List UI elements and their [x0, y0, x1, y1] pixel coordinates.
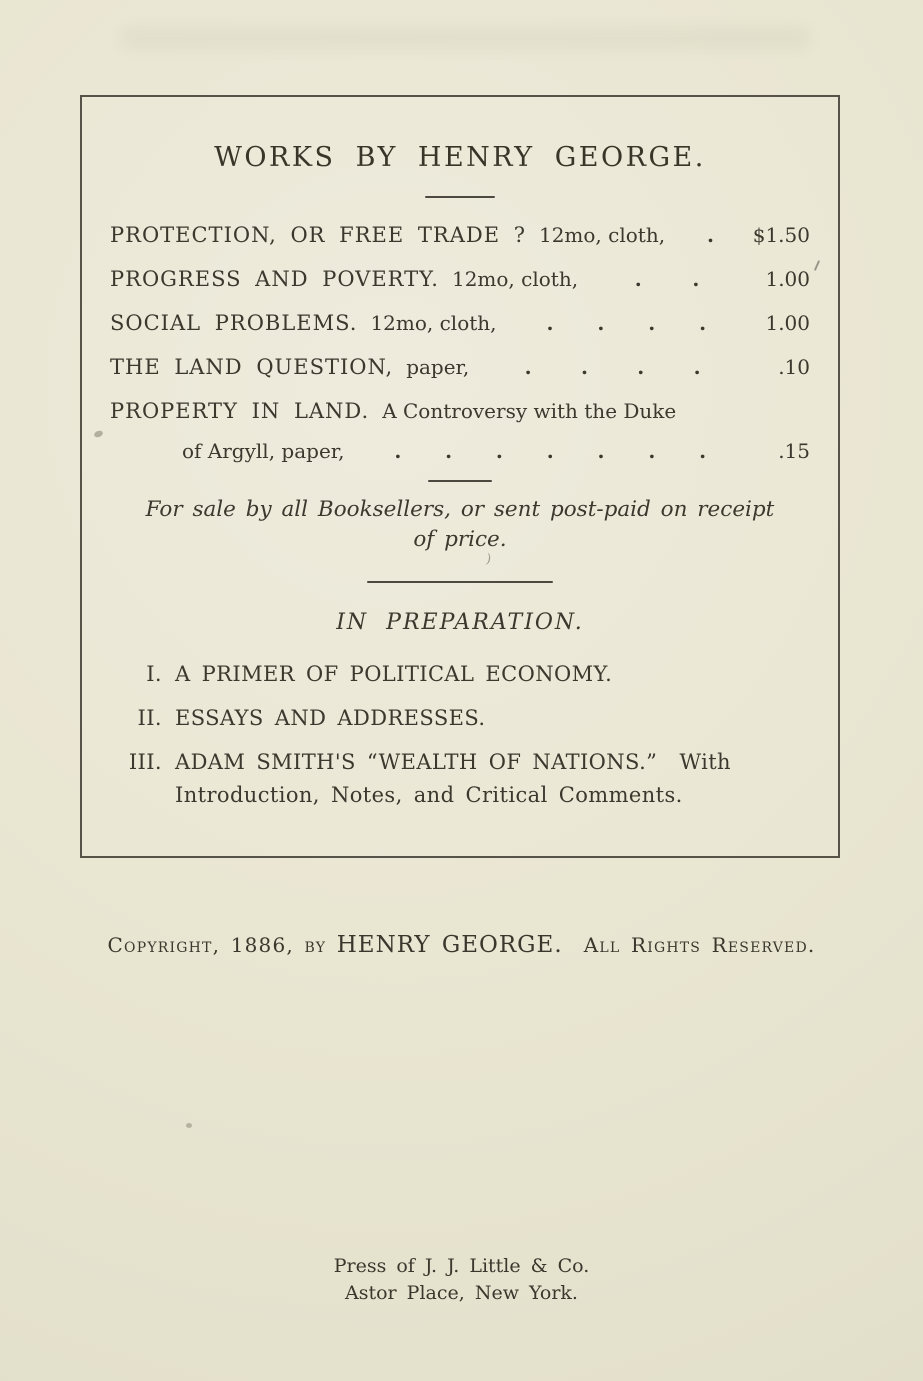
leader-dot: .: [707, 223, 715, 247]
leader-dot: .: [524, 355, 532, 379]
leader-dot: .: [648, 311, 656, 335]
copyright-suffix: All Rights Reserved.: [562, 933, 816, 957]
in-preparation-heading: IN PREPARATION.: [336, 610, 584, 635]
book-price: .15: [778, 439, 810, 463]
leader-dot: .: [699, 439, 707, 463]
printer-imprint: [0, 1253, 923, 1307]
divider-rule: [367, 581, 553, 583]
book-price: $1.50: [752, 223, 810, 247]
item-text: ADAM SMITH'S “WEALTH OF NATIONS.” With Introduction, Notes, and Critical Comments.: [175, 750, 731, 807]
book-detail: paper,: [406, 355, 470, 379]
price-line: [110, 220, 810, 251]
book-detail: 12mo, cloth,: [538, 223, 666, 247]
price-line: [110, 308, 810, 339]
leader-dot: .: [445, 439, 453, 463]
scan-speck: [186, 1123, 192, 1128]
item-numeral: III.: [128, 750, 162, 774]
works-box-title: WORKS BY HENRY GEORGE.: [214, 142, 706, 173]
book-title: PROGRESS AND POVERTY.: [110, 267, 439, 291]
leader-dot: .: [699, 311, 707, 335]
leader-dot: .: [546, 439, 554, 463]
item-text: ESSAYS AND ADDRESSES.: [175, 706, 486, 730]
works-advert-box: [80, 95, 840, 858]
sale-note-line1: For sale by all Booksellers, or sent post-paid on receipt: [145, 497, 775, 522]
price-line: [110, 264, 810, 295]
divider-rule: [428, 480, 492, 482]
dot-leader: [475, 352, 750, 383]
leader-dot: .: [597, 439, 605, 463]
copyright-line: [0, 932, 923, 958]
book-title: THE LAND QUESTION,: [110, 355, 394, 379]
price-row: [110, 352, 810, 383]
dot-leader: [503, 308, 750, 339]
price-row: [110, 220, 810, 251]
preparation-list: [110, 658, 810, 812]
dot-leader: [351, 436, 751, 467]
dot-leader: [671, 220, 750, 251]
scan-speck: ): [484, 551, 493, 568]
price-row: [110, 264, 810, 295]
leader-dot: .: [495, 439, 503, 463]
book-title: PROTECTION, OR FREE TRADE ?: [110, 223, 526, 247]
preparation-item: [110, 658, 810, 691]
dot-leader: [584, 264, 750, 295]
leader-dot: .: [693, 355, 701, 379]
leader-dot: .: [546, 311, 554, 335]
preparation-item: [110, 702, 810, 735]
item-numeral: II.: [137, 706, 162, 730]
book-detail: 12mo, cloth,: [451, 267, 579, 291]
leader-dot: .: [648, 439, 656, 463]
sale-note-line2: of price.: [413, 527, 507, 552]
leader-dot: .: [637, 355, 645, 379]
divider-rule: [425, 196, 495, 198]
price-list: [110, 220, 810, 467]
price-line: [110, 352, 810, 383]
leader-dot: .: [597, 311, 605, 335]
book-price: 1.00: [765, 311, 810, 335]
copyright-prefix: Copyright, 1886, by: [107, 933, 337, 957]
book-detail: A Controversy with the Duke: [382, 399, 677, 423]
book-title: SOCIAL PROBLEMS.: [110, 311, 358, 335]
price-row: [110, 396, 810, 467]
price-line: [110, 396, 810, 427]
book-detail-continuation: of Argyll, paper,: [182, 439, 345, 463]
leader-dot: .: [394, 439, 402, 463]
book-price: 1.00: [765, 267, 810, 291]
book-detail: 12mo, cloth,: [370, 311, 497, 335]
copyright-name: HENRY GEORGE.: [336, 932, 563, 958]
price-line-continuation: [110, 436, 810, 467]
price-row: [110, 308, 810, 339]
imprint-line2: Astor Place, New York.: [345, 1282, 578, 1304]
leader-dot: .: [692, 267, 700, 291]
scan-ghosting: [120, 26, 810, 50]
leader-dot: .: [634, 267, 642, 291]
preparation-item: [110, 746, 810, 812]
book-title: PROPERTY IN LAND.: [110, 399, 370, 423]
imprint-line1: Press of J. J. Little & Co.: [333, 1255, 590, 1277]
sale-note: [110, 495, 810, 555]
item-numeral: I.: [146, 662, 162, 686]
item-text: A PRIMER OF POLITICAL ECONOMY.: [175, 662, 613, 686]
book-price: .10: [778, 355, 810, 379]
leader-dot: .: [580, 355, 588, 379]
